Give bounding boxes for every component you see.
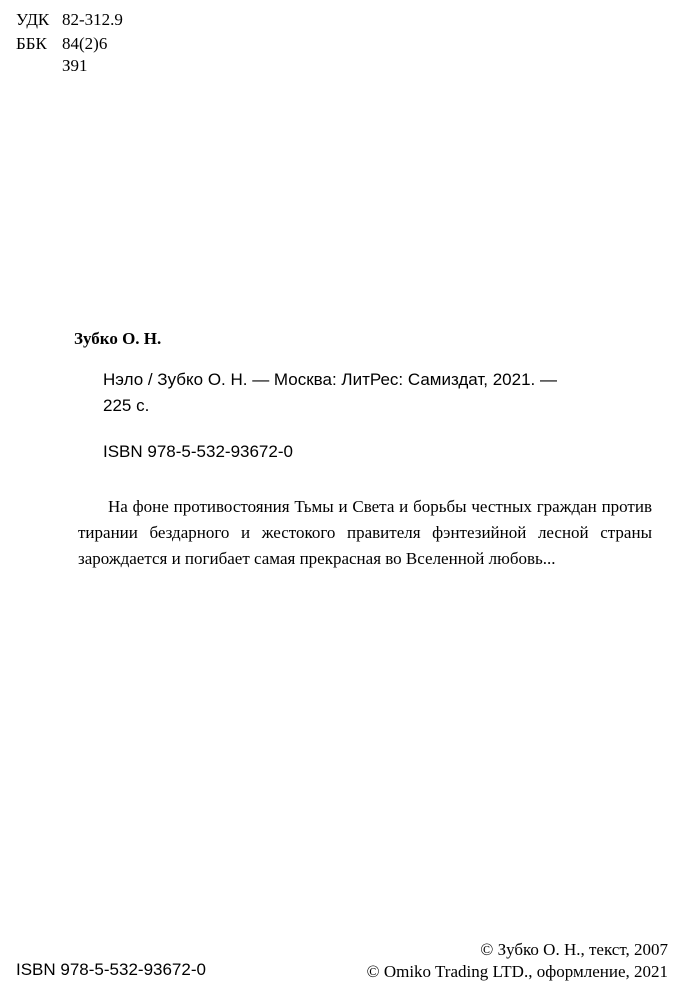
author-mark: З91 <box>62 56 88 75</box>
udk-value: 82-312.9 <box>62 10 123 29</box>
bibliographic-line-2: 225 с. <box>103 396 150 415</box>
bbk-label: ББК <box>16 34 47 53</box>
copyright-design: © Omiko Trading LTD., оформление, 2021 <box>366 962 668 981</box>
udk-row <box>16 10 123 30</box>
author-mark-row <box>16 56 88 76</box>
footer-isbn: ISBN 978-5-532-93672-0 <box>16 960 206 979</box>
copyright-text: © Зубко О. Н., текст, 2007 <box>480 940 668 959</box>
bbk-row <box>16 34 107 54</box>
bbk-value: 84(2)6 <box>62 34 108 53</box>
bibliographic-isbn: ISBN 978-5-532-93672-0 <box>103 442 293 461</box>
annotation-text: На фоне противостояния Тьмы и Света и борьбы честных граждан против тирании бездарного и жестокого правителя фэнтезийной лесной страны зарождается и погибает самая прекрасная во Вселенной любовь... <box>78 497 652 568</box>
author-heading: Зубко О. Н. <box>74 329 162 348</box>
udk-label: УДК <box>16 10 50 29</box>
bibliographic-line-1: Нэло / Зубко О. Н. — Москва: ЛитРес: Самиздат, 2021. — <box>103 370 557 389</box>
